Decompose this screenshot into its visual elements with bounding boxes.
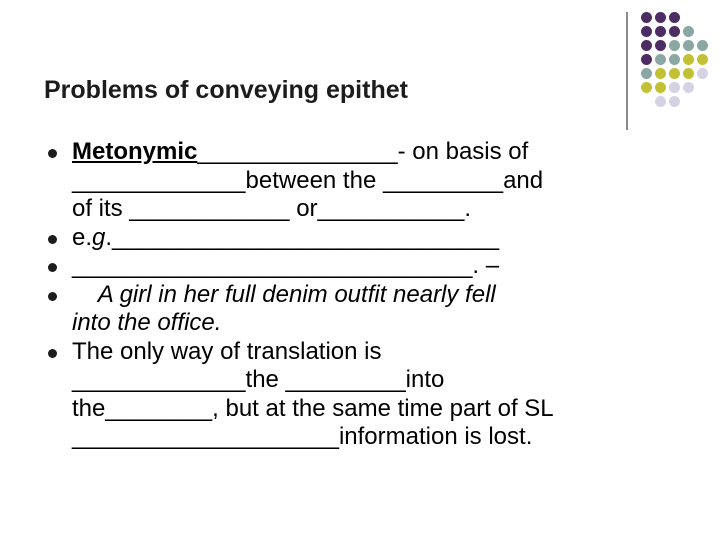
decor-dot [641,54,652,65]
decor-dot [655,54,666,65]
eg-blank: ._____________________________ [105,223,500,251]
blank-underline: _______________- on basis of [197,138,529,165]
text-line: ______________________________. – [72,252,500,279]
example-sentence: A girl in her full denim outfit nearly fell [72,280,496,308]
decor-dot [683,68,694,79]
decor-dot [655,40,666,51]
decor-dot [655,68,666,79]
decor-dot [655,26,666,37]
text-line: ____________________information is lost. [72,423,533,450]
decor-dot [669,40,680,51]
list-item [40,224,700,253]
decor-dot [683,40,694,51]
divider-line [626,12,628,130]
decor-dot [683,82,694,93]
decor-dot [655,96,666,107]
decor-dot [641,12,652,23]
text-line: The only way of translation is [72,337,382,365]
decor-dot [669,68,680,79]
decor-dot [641,82,652,93]
list-item [40,281,700,338]
decor-dot [669,96,680,107]
list-item [40,338,700,452]
eg-italic: g [92,223,106,251]
decorative-dot-grid [640,12,720,122]
slide-title: Problems of conveying epithet [44,76,408,104]
decor-dot [669,12,680,23]
decor-dot [641,26,652,37]
text-line: the________, but at the same time part of SL [72,394,554,422]
eg-prefix: e. [72,223,93,251]
decor-dot [669,26,680,37]
decor-dot [669,82,680,93]
list-item [40,252,700,281]
decor-dot [697,40,708,51]
decor-dot [697,68,708,79]
decor-dot [655,82,666,93]
decor-dot [669,54,680,65]
text-line [72,224,700,253]
decor-dot [641,68,652,79]
text-line: of its ____________ or___________. [72,195,472,222]
list-item [40,138,700,224]
decor-dot [641,40,652,51]
example-sentence: into the office. [72,309,222,336]
decor-dot [697,54,708,65]
term-metonymic: Metonymic [72,138,198,165]
decor-dot [655,12,666,23]
text-line: _____________between the _________and [72,166,544,194]
text-line: _____________the _________into [72,366,445,393]
decor-dot [683,54,694,65]
bullet-list [40,138,700,452]
text-line [72,138,700,167]
decor-dot [683,26,694,37]
